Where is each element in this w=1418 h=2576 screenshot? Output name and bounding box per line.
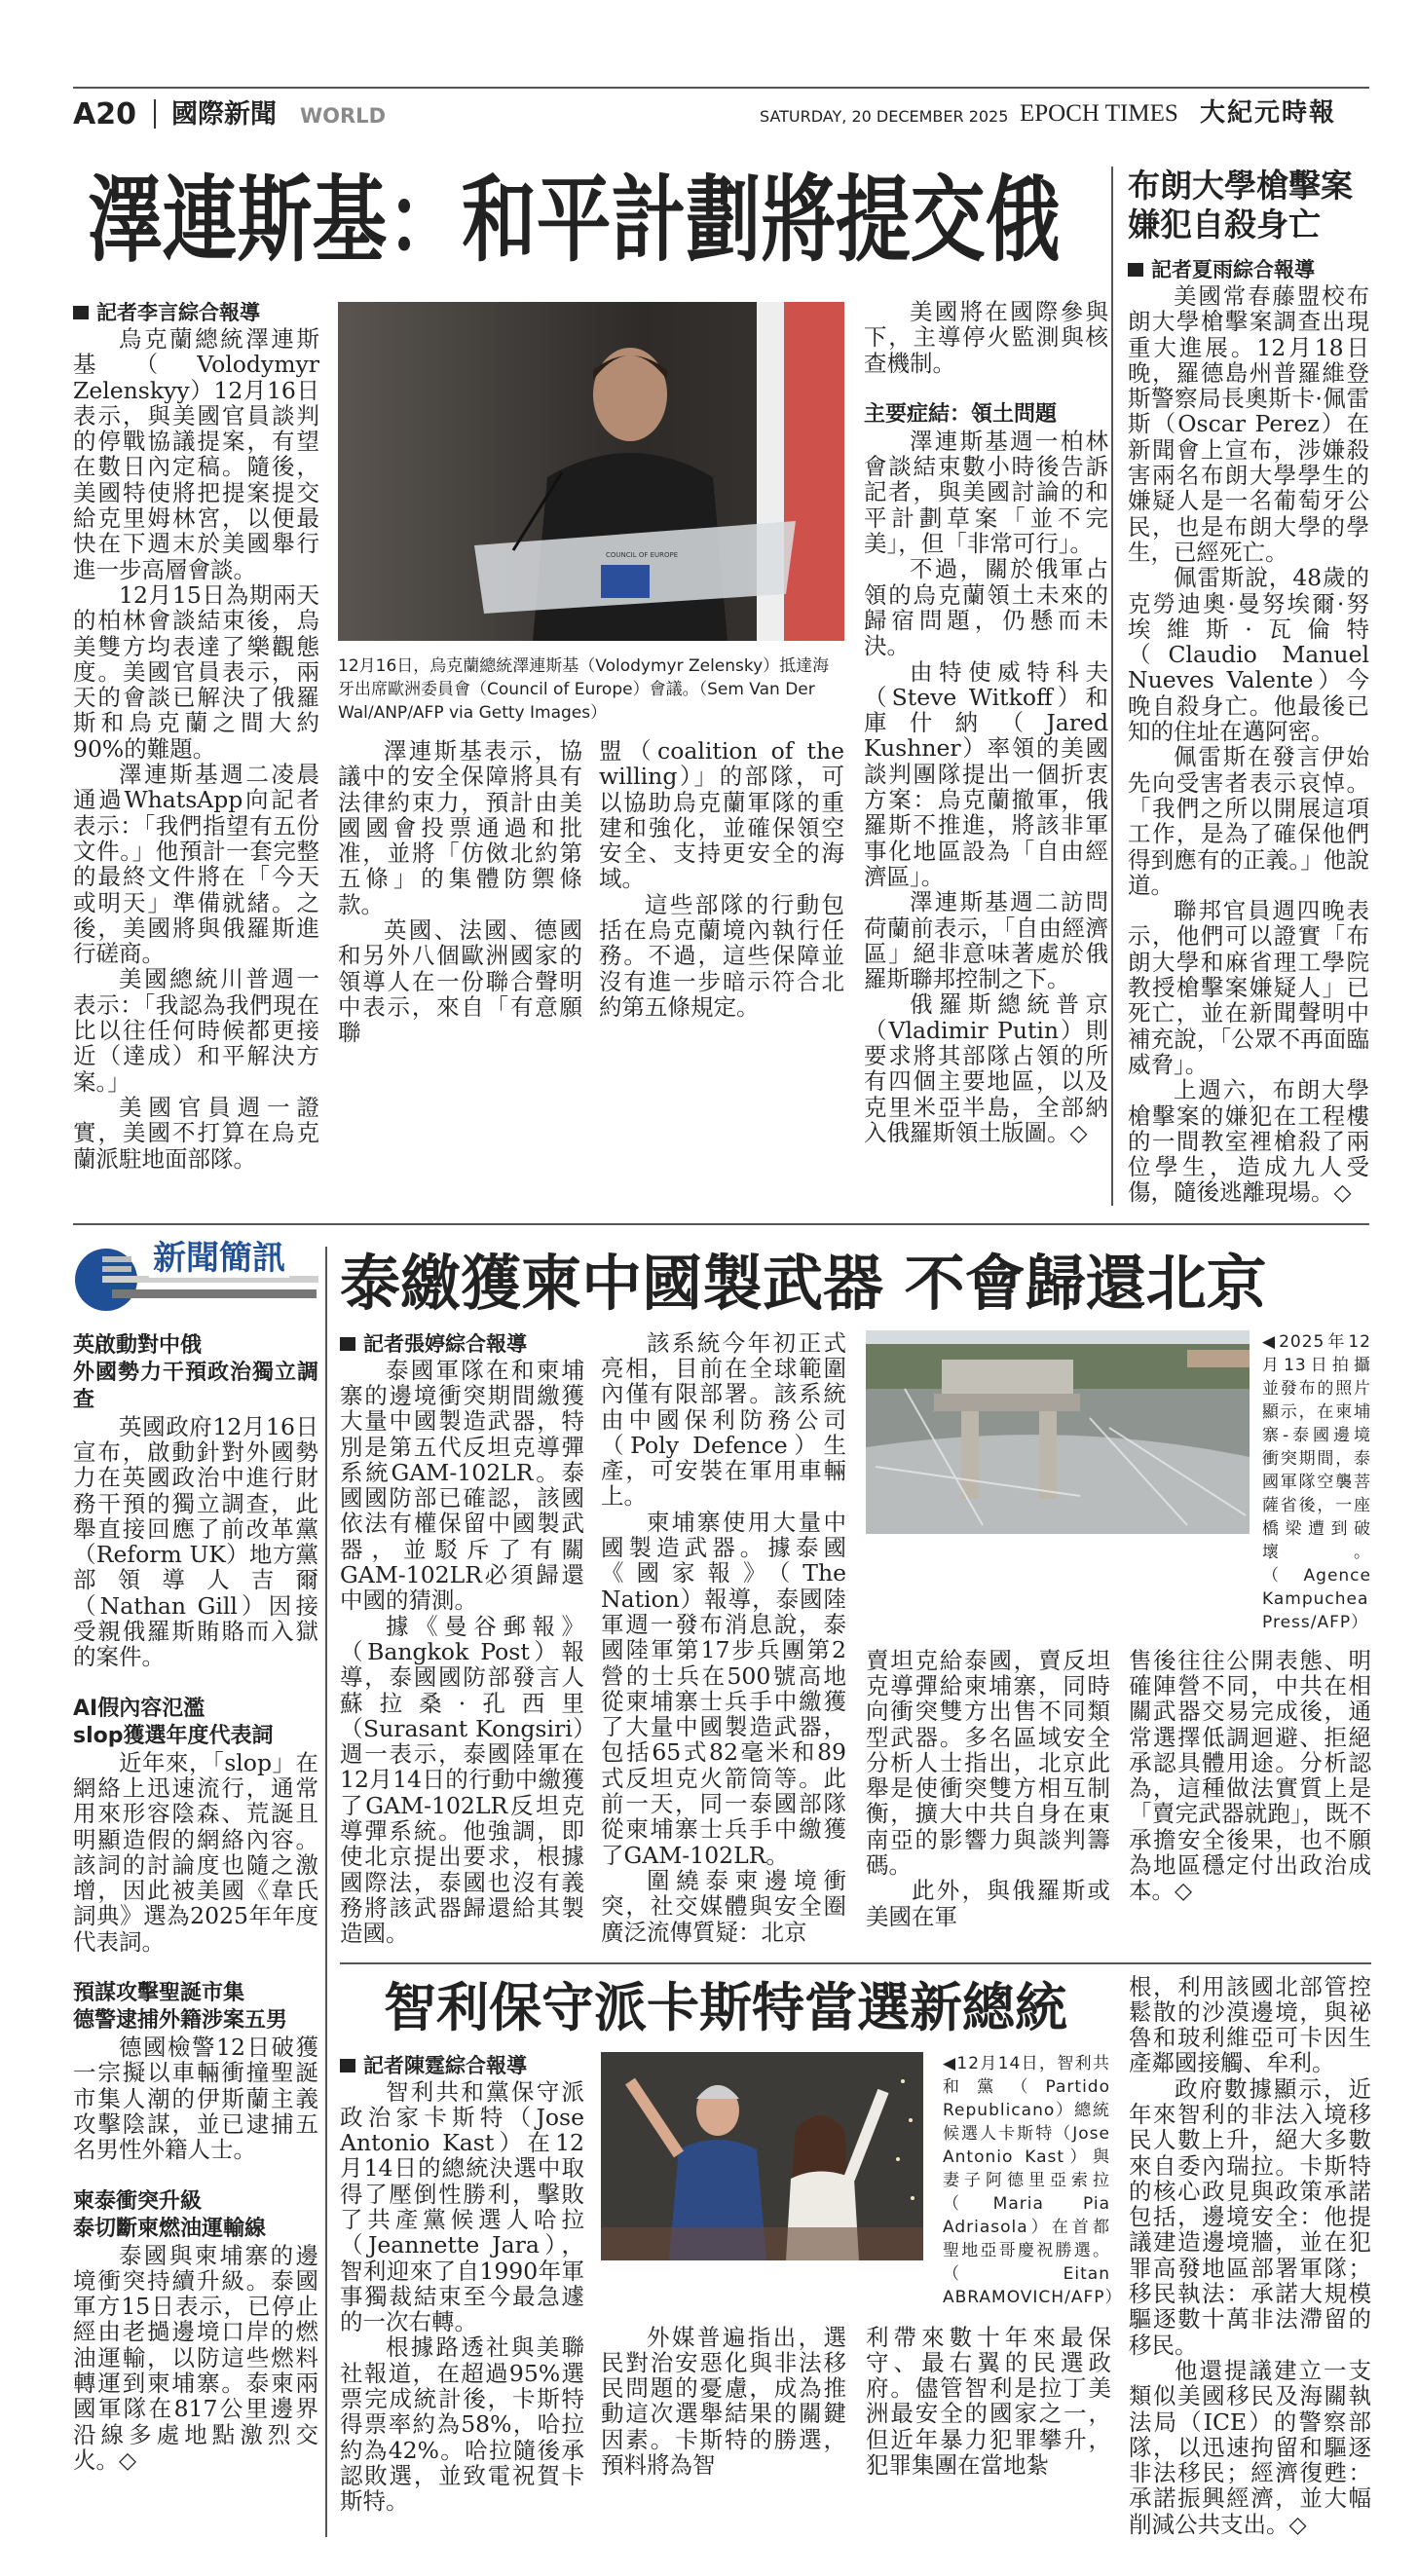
brief-title: 英啟動對中俄 xyxy=(73,1332,203,1358)
brief-title: 德警逮捕外籍涉案五男 xyxy=(73,2008,288,2034)
chile-column-b xyxy=(601,2325,846,2479)
lead-column-2 xyxy=(338,738,582,1046)
lead-story xyxy=(73,167,1108,1172)
paragraph: 由特使威特科夫（Steve Witkoff）和庫什納（Jared Kushner）率領的美國談判團隊提出一個折衷方案：烏克蘭撤軍，俄羅斯不推進，將該非軍事化地區設為「自由經濟區」。 xyxy=(864,657,1108,890)
paragraph: 澤連斯基表示，協議中的安全保障將具有法律約束力，預計由美國國會投票通過和批准，並將「仿傚北約第五條」的集體防禦條款。 xyxy=(338,737,582,918)
paragraphs xyxy=(340,1358,584,1947)
briefs-column xyxy=(73,1332,318,2474)
paragraph: 盟（coalition of the willing）」的部隊，可以協助烏克蘭軍隊的重建和強化，並確保領空安全、支持更安全的海域。 xyxy=(599,737,844,893)
chile-column-d xyxy=(1129,1974,1371,2538)
newspaper-page xyxy=(73,87,1369,2576)
podium-sign-text: COUNCIL OF EUROPE xyxy=(606,551,679,559)
brief-title: 外國勢力干預政治獨立調查 xyxy=(73,1360,318,1412)
lower-right xyxy=(340,1247,1371,2537)
paragraphs xyxy=(338,738,582,1046)
masthead-divider xyxy=(154,99,156,129)
lead-middle-columns xyxy=(338,738,844,1046)
paragraph: 12月15日為期兩天的柏林會談結束後，烏美雙方均表達了樂觀態度。美國官員表示，兩天的會談已解決了俄羅斯和烏克蘭之間大約90%的難題。 xyxy=(73,580,319,763)
thai-right xyxy=(866,1330,1371,1929)
paragraph: 這些部隊的行動包括在烏克蘭境內執行任務。不過，這些保障並沒有進一步暗示符合北約第五條規定。 xyxy=(599,890,844,1021)
paragraphs xyxy=(1128,283,1369,1206)
paragraph: 柬埔寨使用大量中國製造武器。據泰國《國家報》（The Nation）報導，泰國陸軍週一發布消息說，泰國陸軍第17步兵團第2營的士兵在500號高地從柬埔寨士兵手中繳獲了大量中國製造武器，包括65式82毫米和89式反坦克火箭筒等。此前一天，同一泰國部隊從柬埔寨士兵手中繳獲了GAM-102LR。 xyxy=(601,1508,846,1869)
paragraph: 澤連斯基週二訪問荷蘭前表示，「自由經濟區」絕非意味著處於俄羅斯聯邦控制之下。 xyxy=(864,888,1108,993)
paragraph: 政府數據顯示，近年來智利的非法入境移民人數上升，絕大多數來自委內瑞拉。卡斯特的核心政見與政策承諾包括，邊境安全：他提議建造邊境牆，並在犯罪高發地區部署軍隊；移民執法：承諾大規模驅逐數十萬非法滯留的移民。 xyxy=(1129,2074,1371,2359)
thai-column-c xyxy=(866,1648,1110,1929)
paragraphs xyxy=(73,326,319,1172)
paragraph: 圍繞泰柬邊境衝突，社交媒體與安全圈廣泛流傳質疑：北京 xyxy=(601,1866,846,1946)
paragraphs xyxy=(866,1648,1110,1929)
lead-headline: 澤連斯基：和平計劃將提交俄 xyxy=(88,165,1061,275)
paper-name-en: EPOCH TIMES xyxy=(1020,100,1178,127)
byline: 記者夏雨綜合報導 xyxy=(1128,256,1369,283)
paragraph: 美國將在國際參與下，主導停火監測與核查機制。 xyxy=(864,298,1108,377)
lead-columns xyxy=(73,299,1108,1172)
briefs xyxy=(73,1238,318,2499)
section-title: 國際新聞 xyxy=(171,99,277,130)
paragraph: 聯邦官員週四晚表示，他們可以證實「布朗大學和麻省理工學院教授槍擊案嫌疑人」已死亡，並在新聞聲明中補充說，「公眾不再面臨威脅」。 xyxy=(1128,897,1369,1078)
paragraph: 美國總統川普週一表示：「我認為我們現在比以往任何時候都更接近（達成）和平解決方案。」 xyxy=(73,965,319,1096)
brief-item xyxy=(73,1332,318,1670)
chile-column-a xyxy=(340,2052,584,2515)
brief-item xyxy=(73,2188,318,2474)
section-rule xyxy=(340,1962,1371,1964)
brown-headline: 布朗大學槍擊案嫌犯自殺身亡 xyxy=(1128,167,1353,243)
paragraph: 售後往往公開表態、明確陣營不同，中共在相關武器交易完成後，通常選擇低調迴避、拒絕承認具體用途。分析認為，這種做法實質上是「賣完武器就跑」，既不承擔安全後果，也不願為地區穩定付出政治成本。◇ xyxy=(1129,1646,1371,1905)
thai-headline: 泰繳獲柬中國製武器 不會歸還北京 xyxy=(340,1247,1267,1319)
paragraphs xyxy=(599,738,844,1020)
subheading: 主要症結：領土問題 xyxy=(864,401,1058,427)
brief-title: 預謀攻擊聖誕市集 xyxy=(73,1981,245,2006)
paragraphs xyxy=(866,2325,1111,2479)
paragraph: 他還提議建立一支類似美國移民及海關執法局（ICE）的警察部隊，以迅速拘留和驅逐非法移民；經濟復甦：承諾振興經濟，並大幅削減公共支出。◇ xyxy=(1129,2356,1371,2538)
photo-illustration xyxy=(338,302,844,641)
thai-column-b xyxy=(601,1330,846,1945)
chile-lower-columns xyxy=(601,2325,1111,2479)
paper-logo: 大紀元時報 xyxy=(1200,98,1337,128)
masthead xyxy=(73,87,1369,147)
byline: 記者張婷綜合報導 xyxy=(340,1330,584,1358)
paragraph: 此外，與俄羅斯或美國在軍 xyxy=(866,1877,1110,1930)
chile-photo-row xyxy=(601,2052,1123,2309)
lower-section xyxy=(73,1238,1371,2538)
paragraph: 烏克蘭總統澤連斯基（Volodymyr Zelenskyy）12月16日表示，與美國官員談判的停戰協議提案，有望在數日內定稿。隨後，美國特使將把提案提交給克里姆林宮，以便最快在下週末於美國舉行進一步高層會談。 xyxy=(73,325,319,583)
lead-column-4 xyxy=(864,299,1108,1145)
brief-title: 泰切斷柬燃油運輸線 xyxy=(73,2216,267,2241)
lead-middle xyxy=(338,299,844,1046)
issue-date: SATURDAY, 20 DECEMBER 2025 xyxy=(760,107,1009,126)
paragraph: 該系統今年初正式亮相，目前在全球範圍內僅有限部署。該系統由中國保利防務公司（Poly Defence）生產，可安裝在軍用車輛上。 xyxy=(601,1328,846,1511)
chile-middle xyxy=(601,2052,1123,2479)
paragraph: 根，利用該國北部管控鬆散的沙漠邊境，與祕魯和玻利維亞可卡因生產鄰國接觸、牟利。 xyxy=(1129,1972,1371,2077)
brown-story xyxy=(1128,167,1369,1206)
paragraphs xyxy=(1129,1974,1371,2538)
paragraph: 英國、法國、德國和另外八個歐洲國家的領導人在一份聯合聲明中表示，來自「有意願聯 xyxy=(338,916,582,1047)
thai-column-d xyxy=(1129,1648,1371,1904)
paragraph: 澤連斯基週二凌晨通過WhatsApp向記者表示：「我們指望有五份文件。」他預計一套完整的最終文件將在「今天或明天」準備就緒。之後，美國將與俄羅斯進行磋商。 xyxy=(73,761,319,968)
paragraph: 美國官員週一證實，美國不打算在烏克蘭派駐地面部隊。 xyxy=(73,1093,319,1173)
brief-title: AI假內容氾濫 xyxy=(73,1696,205,1721)
paragraphs xyxy=(864,429,1108,1145)
paragraph: 利帶來數十年來最保守、最右翼的民選政府。儘管智利是拉丁美洲最安全的國家之一，但近年暴力犯罪攀升，犯罪集團在當地紮 xyxy=(866,2323,1111,2479)
paragraph: 佩雷斯說，48歲的克勞迪奧·曼努埃爾·努埃維斯·瓦倫特（Claudio Manuel Nueves Valente）今晚自殺身亡。他最後已知的住址在邁阿密。 xyxy=(1128,564,1369,746)
brief-item xyxy=(73,1980,318,2162)
brief-body: 英國政府12月16日宣布，啟動針對外國勢力在英國政治中進行財務干預的獨立調查，此舉直接回應了前改革黨（Reform UK）地方黨部領導人吉爾（Nathan Gill）因接受親俄羅斯賄賂而入獄的案件。 xyxy=(73,1412,318,1671)
kast-photo-caption: ◀12月14日，智利共和黨（Partido Republicano）總統候選人卡斯特（Jose Antonio Kast）與妻子阿德里亞索拉（Maria Pia Adriasola）在首都聖地亞哥慶祝勝選。（Eitan ABRAMOVICH/AFP） xyxy=(943,2053,1123,2307)
paragraph: 據《曼谷郵報》（Bangkok Post）報導，泰國國防部發言人蘇拉桑·孔西里（Surasant Kongsiri）週一表示，泰國陸軍在12月14日的行動中繳獲了GAM-102LR反坦克導彈系統。他強調，即使北京提出要求，根據國際法，泰國也沒有義務將該武器歸還給其製造國。 xyxy=(340,1612,584,1948)
paragraph: 美國常春藤盟校布朗大學槍擊案調查出現重大進展。12月18日晚，羅德島州普羅維登斯警察局長奧斯卡·佩雷斯（Oscar Perez）在新聞會上宣布，涉嫌殺害兩名布朗大學學生的嫌疑人是一名葡萄牙公民，也是布朗大學的學生，已經死亡。 xyxy=(1128,282,1369,566)
byline: 記者李言綜合報導 xyxy=(73,299,319,326)
brief-body: 近年來，「slop」在網絡上迅速流行，通常用來形容陰森、荒誕且明顯造假的網絡內容。該詞的討論度也隨之激增，因此被美國《韋氏詞典》選為2025年年度代表詞。 xyxy=(73,1748,318,1956)
chile-columns xyxy=(340,2052,1123,2516)
paragraph: 外媒普遍指出，選民對治安惡化與非法移民問題的憂慮，成為推動這次選舉結果的關鍵因素。卡斯特的勝選，預料將為智 xyxy=(601,2323,846,2479)
paragraph: 智利共和黨保守派政治家卡斯特（Jose Antonio Kast）在12月14日的總統決選中取得了壓倒性勝利，擊敗了共產黨候選人哈拉（Jeannette Jara），智利迎來了自1990年軍事獨裁結束至今最急遽的一次右轉。 xyxy=(340,2077,584,2336)
page-number: A20 xyxy=(73,97,136,131)
kast-photo xyxy=(601,2052,923,2260)
chile-column-c xyxy=(866,2325,1111,2479)
paragraph: 澤連斯基週一柏林會談結束數小時後告訴記者，與美國討論的和平計劃草案「並不完美」，但「非常可行」。 xyxy=(864,427,1108,558)
brief-body: 德國檢警12日破獲一宗擬以車輛衝撞聖誕市集人潮的伊斯蘭主義攻擊陰謀，並已逮捕五名男性外籍人士。 xyxy=(73,2034,318,2164)
paragraph: 泰國軍隊在和柬埔寨的邊境衝突期間繳獲大量中國製造武器，特別是第五代反坦克導彈系統GAM-102LR。泰國國防部已確認，該國依法有權保留中國製武器，並駁斥了有關GAM-102LR必須歸還中國的猜測。 xyxy=(340,1356,584,1615)
photo-caption: 12月16日，烏克蘭總統澤連斯基（Volodymyr Zelensky）抵達海牙出席歐洲委員會（Council of Europe）會議。（Sem Van Der Wal/ANP/AFP via Getty Images） xyxy=(338,656,830,723)
paragraph: 根據路透社與美聯社報道，在超過95%選票完成統計後，卡斯特得票率約為58%，哈拉約為42%。哈拉隨後承認敗選，並致電祝賀卡斯特。 xyxy=(340,2333,584,2516)
briefs-logo xyxy=(73,1238,318,1313)
byline: 記者陳霆綜合報導 xyxy=(340,2052,584,2079)
briefs-header: 新聞簡訊 xyxy=(149,1239,289,1278)
briefs-divider xyxy=(325,1247,327,2537)
bridge-photo xyxy=(866,1330,1250,1534)
thai-column-a xyxy=(340,1330,584,1947)
chile-main xyxy=(340,1974,1123,2516)
paragraphs xyxy=(601,2325,846,2479)
section-rule xyxy=(73,1223,1369,1225)
paragraphs xyxy=(864,299,1108,376)
thai-photo-row xyxy=(866,1330,1371,1634)
paragraph: 俄羅斯總統普京（Vladimir Putin）則要求將其部隊占領的所有四個主要地區，以及克里米亞半島，全部納入俄羅斯領土版圖。◇ xyxy=(864,990,1108,1146)
brief-item xyxy=(73,1696,318,1955)
chile-story xyxy=(340,1974,1371,2538)
photo-illustration xyxy=(601,2052,923,2260)
brief-body: 泰國與柬埔寨的邊境衝突持續升級。泰國軍方15日表示，已停止經由老撾邊境口岸的燃油運輸，以防這些燃料轉運到柬埔寨。泰柬兩國軍隊在817公里邊界沿線多處地點激烈交火。◇ xyxy=(73,2241,318,2474)
paragraph: 不過，關於俄軍占領的烏克蘭領土未來的歸宿問題，仍懸而未決。 xyxy=(864,555,1108,660)
right-column-divider xyxy=(1111,167,1113,1206)
thai-story xyxy=(340,1330,1371,1947)
paragraph: 賣坦克給泰國，賣反坦克導彈給柬埔寨，同時向衝突雙方出售不同類型武器。多名區域安全分析人士指出，北京此舉是使衝突雙方相互制衡，擴大中共自身在東南亞的影響力與談判籌碼。 xyxy=(866,1646,1110,1880)
lead-column-1 xyxy=(73,299,319,1172)
paragraph: 佩雷斯在發言伊始先向受害者表示哀悼。「我們之所以開展這項工作，是為了確保他們得到應有的正義。」他說道。 xyxy=(1128,743,1369,899)
paragraphs xyxy=(1129,1648,1371,1904)
bridge-photo-caption: ◀2025年12月13日拍攝並發布的照片顯示，在柬埔寨-泰國邊境衝突期間，泰國軍隊空襲菩薩省後，一座橋梁遭到破壞。（Agence Kampuchea Press/AFP） xyxy=(1262,1331,1371,1632)
paragraphs xyxy=(340,2079,584,2515)
paragraphs xyxy=(601,1330,846,1945)
photo-illustration xyxy=(866,1330,1250,1534)
paragraph: 上週六，布朗大學槍擊案的嫌犯在工程樓的一間教室裡槍殺了兩位學生，造成九人受傷，隨後逃離現場。◇ xyxy=(1128,1076,1369,1207)
brief-title: slop獲選年度代表詞 xyxy=(73,1723,274,1748)
section-title-en: WORLD xyxy=(300,104,386,128)
lead-headline-wrap xyxy=(73,167,1108,280)
thai-lower-columns xyxy=(866,1648,1371,1929)
brief-title: 柬泰衝突升級 xyxy=(73,2188,203,2214)
lead-column-3 xyxy=(599,738,844,1020)
lead-section xyxy=(73,167,1369,1206)
chile-headline: 智利保守派卡斯特當選新總統 xyxy=(384,1976,1067,2038)
zelensky-photo xyxy=(338,302,844,641)
